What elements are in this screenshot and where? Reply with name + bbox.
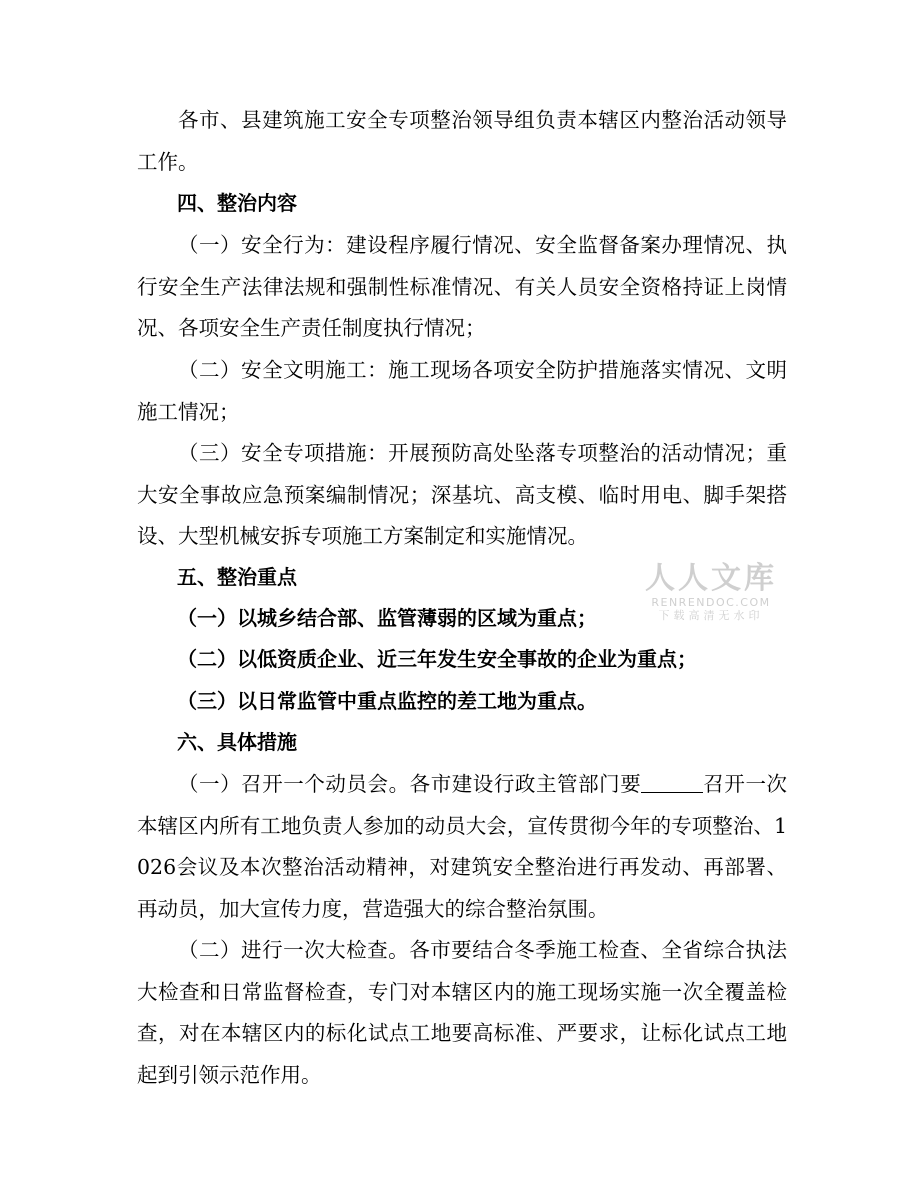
paragraph-mobilization-meeting xyxy=(137,764,787,930)
watermark-main-text: 人人文库 xyxy=(645,561,777,596)
paragraph-major-inspection: （二）进行一次大检查。各市要结合冬季施工检查、全省综合执法大检查和日常监督检查，专门对本辖区内的施工现场实施一次全覆盖检查，对在本辖区内的标化试点工地要高标准、严要求，让标化试点工地起到引领示范作用。 xyxy=(137,938,787,1087)
blank-underline xyxy=(641,772,703,794)
watermark-logo xyxy=(641,562,781,623)
focus-item-1: （一）以城乡结合部、监管薄弱的区域为重点； xyxy=(177,606,597,630)
watermark-url-text: RENRENDOC.COM xyxy=(651,596,771,609)
focus-item-2: （二）以低资质企业、近三年发生安全事故的企业为重点； xyxy=(177,647,697,671)
mobilization-text-end: 召开一次本辖区内所有工地负责人参加的动员大会，宣传贯彻今年的专项整治、1026会议及本次整治活动精神，对建筑安全整治进行再发动、再部署、再动员，加大宣传力度，营造强大的综合整治氛围。 xyxy=(137,772,788,921)
heading-specific-measures: 六、具体措施 xyxy=(177,730,297,754)
watermark-sub-text: 下载高清无水印 xyxy=(658,609,764,622)
paragraph-civilized-construction: （二）安全文明施工：施工现场各项安全防护措施落实情况、文明施工情况； xyxy=(137,358,787,424)
paragraph-special-measures: （三）安全专项措施：开展预防高处坠落专项整治的活动情况；重大安全事故应急预案编制情况；深基坑、高支模、临时用电、脚手架搭设、大型机械安拆专项施工方案制定和实施情况。 xyxy=(137,441,787,548)
heading-rectification-content: 四、整治内容 xyxy=(177,191,297,215)
paragraph-safety-behavior: （一）安全行为：建设程序履行情况、安全监督备案办理情况、执行安全生产法律法规和强制性标准情况、有关人员安全资格持证上岗情况、各项安全生产责任制度执行情况； xyxy=(137,233,787,340)
mobilization-text-start: （一）召开一个动员会。各市建设行政主管部门要 xyxy=(178,772,642,796)
heading-rectification-focus: 五、整治重点 xyxy=(177,565,297,589)
focus-item-3: （三）以日常监管中重点监控的差工地为重点。 xyxy=(177,689,597,713)
paragraph-leadership: 各市、县建筑施工安全专项整治领导组负责本辖区内整治活动领导工作。 xyxy=(137,108,787,174)
